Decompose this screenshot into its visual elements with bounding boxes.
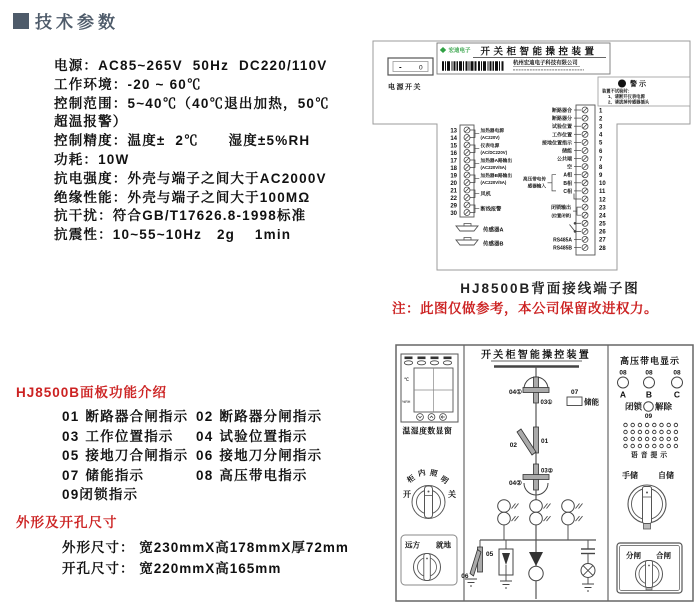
svg-text:(AC220V): (AC220V) [480,135,500,141]
outline-size-line: 外形尺寸： 宽230mmX高178mmX厚72mm [62,540,349,555]
svg-text:11: 11 [599,189,606,196]
humidity-unit: %RH [402,400,411,404]
svg-text:17: 17 [450,158,457,165]
svg-text:A相: A相 [563,172,572,179]
mimic-label-05: 05 [486,551,494,558]
svg-text:风机: 风机 [480,191,491,198]
lamp-number: 08 [619,369,627,377]
warning-line: 1、请断开仪表电源 [608,94,645,99]
sensor-a-plug-icon [456,226,478,231]
panel-intro-title: HJ8500B面板功能介绍 [16,385,168,400]
svg-text:13: 13 [450,128,457,135]
spec-line: 电源：AC85~265V 50Hz DC220/110V [54,58,328,73]
lock-number: 09 [644,413,653,420]
remote-label: 远方 [405,540,420,550]
light-on-label: 开 [403,490,411,499]
svg-text:15: 15 [450,143,457,150]
svg-text:29: 29 [450,203,457,210]
power-switch-label: 电源开关 [388,84,422,91]
open-label: 分闸 [626,551,641,560]
svg-text:加热器A路输出: 加热器A路输出 [480,158,513,164]
svg-text:23: 23 [599,205,606,212]
svg-text:16: 16 [450,150,457,157]
svg-text:27: 27 [599,237,606,244]
panel-intro-row: 05 接地刀合闸指示 06 接地刀分闸指示 [62,448,323,464]
page-title: 技术参数 [35,13,119,32]
alert-exclamation: ! [620,81,624,88]
dimension-section [16,511,376,579]
svg-text:19: 19 [450,173,457,180]
temp-humidity-display [401,354,458,422]
temp-unit: ℃ [404,377,410,382]
lock-lamp [644,402,654,412]
tech-spec-list [54,57,384,245]
down-button-icon [417,414,424,421]
spec-line: 控制精度：温度± 2℃ 湿度±5%RH [54,133,311,149]
power-switch [388,58,433,75]
mimic-label-02: 02 [509,442,517,449]
company-name: 杭州宏迪电子科技有限公司 [513,60,578,67]
panel-intro-row: 03 工作位置指示 04 试验位置指示 [62,428,308,444]
mimic-label-04b: 04② [508,480,522,487]
svg-text:工作位置: 工作位置 [551,132,572,139]
svg-text:储能: 储能 [561,148,572,155]
left-terminal-numbers [450,128,457,217]
up-button-icon [428,414,435,421]
svg-text:B相: B相 [563,180,572,187]
svg-text:18: 18 [450,165,457,172]
phase-label: B [645,389,653,400]
knob-handle [646,561,653,588]
remote-local-switch [401,535,457,585]
mimic-label-03b: 03② [541,468,554,475]
spec-line: 抗干扰：符合GB/T17626.8-1998标准 [54,208,307,224]
svg-text:6: 6 [599,148,603,155]
voice-prompt-label: 语音提示 [630,452,671,459]
mimic-label-01: 01 [541,438,549,445]
cutout-size-line: 开孔尺寸： 宽220mmX高165mm [62,561,282,576]
panel-function-intro [16,381,376,505]
svg-text:5: 5 [599,140,603,147]
phase-lamps [618,377,683,388]
sensor-b-plug-icon [456,240,478,245]
back-wiring-diagram [370,38,692,280]
arc-char: 内 [417,467,427,479]
svg-text:公共端: 公共端 [556,156,572,163]
svg-text:28: 28 [599,245,606,252]
back-diagram-note: 注：此图仅做参考，本公司保留改进权力。 [392,301,658,316]
store-energy-label: 储能 [584,397,599,407]
display-label: 温湿度数显窗 [402,426,453,436]
dimension-title: 外形及开孔尺寸 [16,515,118,530]
spec-line: 超温报警） [54,114,128,130]
svg-text:加热器B路输出: 加热器B路输出 [480,173,513,179]
local-label: 就地 [436,540,451,550]
svg-text:24: 24 [599,213,606,220]
svg-text:25: 25 [599,221,606,228]
arc-char: 明 [438,474,450,486]
front-panel-diagram [395,343,695,603]
warning-box [598,77,690,106]
svg-text:(AC220V/5A): (AC220V/5A) [480,165,507,171]
sensor-a-label: 传感器A [483,227,504,234]
panel-intro-row: 01 断路器合闸指示 02 断路器分闸指示 [62,409,323,424]
svg-text:断线报警: 断线报警 [480,206,502,213]
svg-text:14: 14 [450,135,457,142]
mimic-label-06: 06 [461,573,469,580]
phase-label: C [673,389,681,400]
svg-text:7: 7 [599,156,603,163]
auto-store-label: 自储 [658,471,674,480]
svg-text:20: 20 [450,180,457,187]
phase-label: A [619,389,627,400]
unlock-label: 解除 [655,401,673,412]
svg-text:断路器分: 断路器分 [551,116,572,123]
svg-text:仪表电源: 仪表电源 [480,143,500,149]
svg-text:9: 9 [599,173,603,179]
warning-line: 装置不试验时： [602,88,633,94]
light-off-label: 关 [448,490,456,499]
switch-off-mark: - [399,62,402,72]
plate-title: 开关柜智能操控装置 [480,46,598,58]
back-diagram-caption: HJ8500B背面接线端子图 [460,281,640,296]
svg-text:C相: C相 [563,188,572,195]
store-energy-lamp [567,397,582,406]
spec-line: 控制范围：5~40℃（40℃退出加热，50℃ [54,95,330,111]
open-close-switch [617,543,682,593]
spec-line: 绝缘性能：外壳与端子之间大于100MΩ [54,189,311,205]
svg-text:试验位置: 试验位置 [551,124,572,131]
knob-handle [424,554,431,581]
sensor-b-label: 传感器B [483,241,504,248]
svg-text:接地位置指示: 接地位置指示 [541,140,572,147]
nameplate [437,43,610,74]
svg-text:4: 4 [599,132,603,139]
mimic-label-03a: 03① [540,400,553,406]
svg-text:断路器合: 断路器合 [551,108,572,114]
panel-intro-row: 07 储能指示 08 高压带电指示 [62,467,308,483]
svg-text:加热器电源: 加热器电源 [480,128,504,134]
svg-text:RS485B: RS485B [553,245,572,252]
heading-square-bullet [13,13,29,29]
lamp-number: 08 [673,369,681,377]
hv-input-label: 高压带电传 [523,176,546,182]
warning-line: 2、请拔掉传感器插头 [608,99,650,105]
adjust-buttons [417,414,447,421]
svg-text:12: 12 [599,197,606,204]
svg-text:闭锁输出: 闭锁输出 [550,205,571,211]
svg-text:(AC220V/5A): (AC220V/5A) [480,180,507,186]
svg-text:22: 22 [450,195,457,202]
warning-title: 警示 [630,81,648,88]
svg-text:RS485A: RS485A [553,237,572,244]
arc-char: 照 [429,467,439,479]
svg-text:3: 3 [599,124,603,131]
arc-char: 柜 [405,473,417,485]
svg-text:(AC/DC220V): (AC/DC220V) [480,150,508,156]
switch-on-mark: 0 [419,64,423,72]
svg-text:21: 21 [450,188,457,195]
svg-text:1: 1 [599,108,603,115]
spec-line: 工作环境：-20 ~ 60℃ [54,76,202,92]
mimic-label-07: 07 [571,389,579,396]
panel-intro-row: 09 闭锁指示 [62,487,139,503]
hv-display-title: 高压带电显示 [619,356,681,366]
svg-text:30: 30 [450,210,457,217]
svg-text:10: 10 [599,181,606,188]
close-label: 合闸 [656,551,671,560]
spec-line: 抗电强度：外壳与端子之间大于AC2000V [54,170,327,186]
lock-label: 闭锁 [624,401,642,412]
spec-line: 抗震性：10~55~10Hz 2g 1min [54,227,292,243]
lamp-number: 08 [645,369,653,377]
svg-text:2: 2 [599,116,603,123]
brand-name: 宏迪电子 [448,48,471,54]
svg-text:空: 空 [566,164,572,171]
svg-text:(位置闭锁): (位置闭锁) [551,213,571,218]
spec-line: 功耗：10W [54,151,130,167]
manual-store-label: 手储 [622,471,638,480]
svg-text:26: 26 [599,229,606,236]
page-heading [13,8,119,33]
mimic-label-04a: 04① [508,389,522,396]
hv-input-label: 感器输入 [527,183,546,189]
svg-text:8: 8 [599,164,603,171]
mimic-title: 开关柜智能操控装置 [481,350,591,361]
